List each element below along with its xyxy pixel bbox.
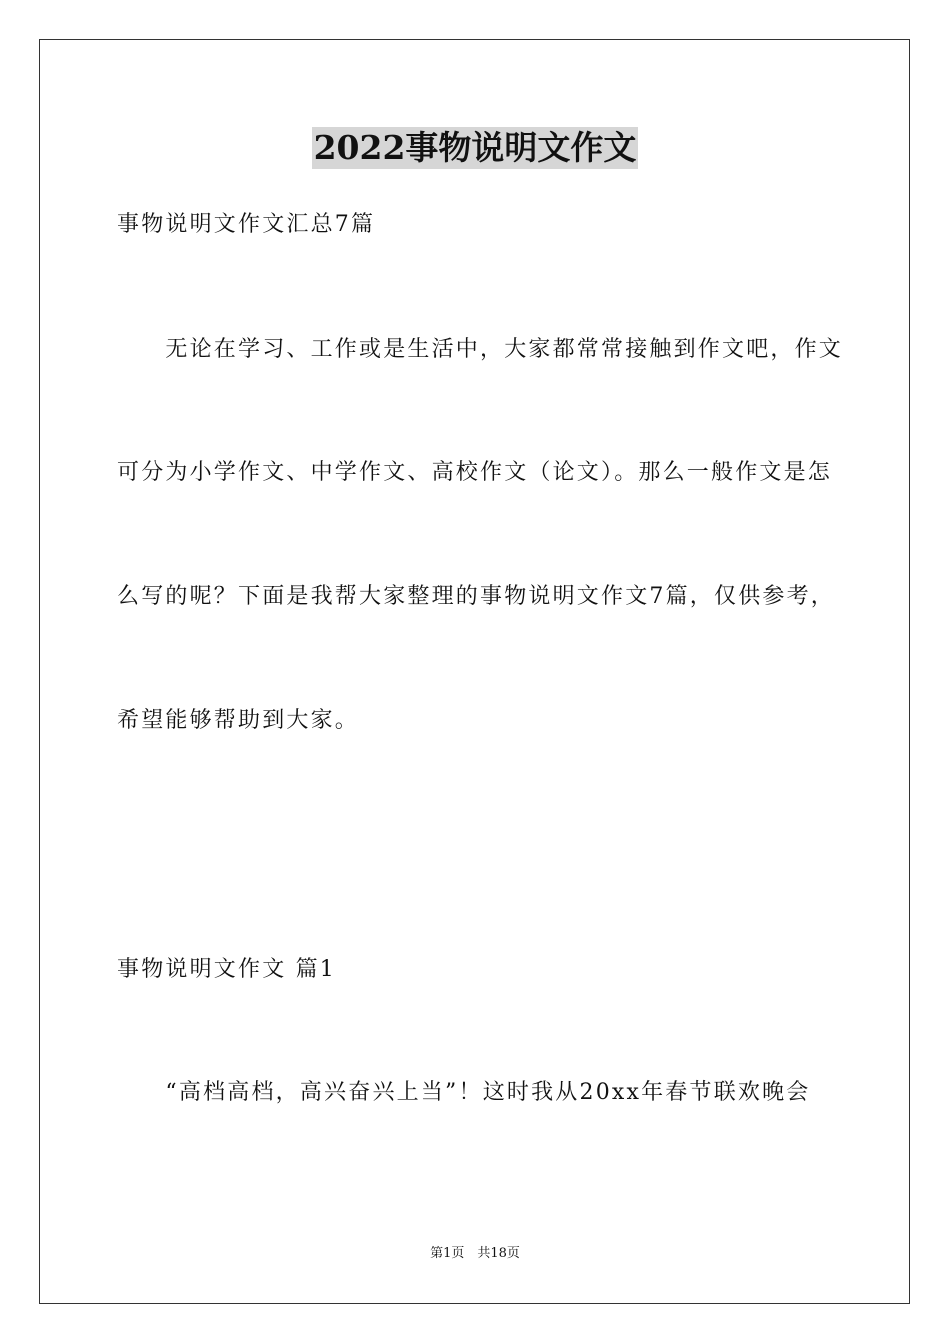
paragraph-line: 么写的呢？下面是我帮大家整理的事物说明文作文7篇，仅供参考，	[117, 584, 835, 609]
document-title: 2022事物说明文作文	[313, 128, 637, 167]
document-subtitle: 事物说明文作文汇总7篇	[117, 212, 376, 237]
paragraph-line: 希望能够帮助到大家。	[117, 708, 360, 733]
title-container	[0, 127, 950, 169]
section-heading: 事物说明文作文 篇1	[117, 957, 336, 982]
paragraph-line: “高档高档，高兴奋兴上当”！这时我从20xx年春节联欢晚会	[117, 1080, 811, 1105]
page-footer: 第1页 共18页	[430, 1246, 520, 1261]
paragraph-line: 可分为小学作文、中学作文、高校作文（论文）。那么一般作文是怎	[117, 460, 833, 485]
paragraph-line: 无论在学习、工作或是生活中，大家都常常接触到作文吧，作文	[117, 337, 844, 362]
